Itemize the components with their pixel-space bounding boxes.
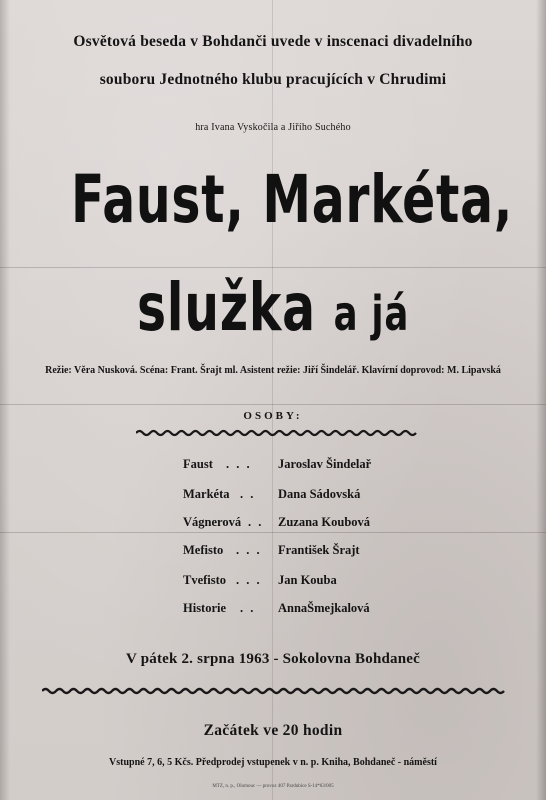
tickets-line: Vstupné 7, 6, 5 Kčs. Předprodej vstupenek v n. p. Kniha, Bohdaneč - náměstí xyxy=(109,757,437,768)
cast-actor: František Šrajt xyxy=(278,543,360,557)
cast-actor: Jan Kouba xyxy=(278,573,337,587)
cast-row xyxy=(0,601,546,621)
date-venue-line: V pátek 2. srpna 1963 - Sokolovna Bohdaneč xyxy=(125,651,420,667)
paper-edge-right xyxy=(536,0,546,800)
cast-heading: OSOBY: xyxy=(243,410,303,422)
title-line-2-small: a já xyxy=(333,286,410,342)
cast-dots: . . . xyxy=(236,573,262,587)
credits-line: Režie: Věra Nusková. Scéna: Frant. Šrajt ml. Asistent režie: Jiří Šindelář. Klavírní doprovod: M. Lipavská xyxy=(45,365,501,376)
cast-dots: . . . xyxy=(226,457,252,471)
cast-role: Faust xyxy=(183,457,213,471)
cast-row xyxy=(0,487,546,507)
wavy-rule-bottom xyxy=(42,687,506,695)
cast-dots: . . xyxy=(248,515,264,529)
fold-crease xyxy=(272,0,273,800)
title-line-1: Faust, Markéta, xyxy=(70,161,514,238)
authors-line: hra Ivana Vyskočila a Jiřího Suchého xyxy=(195,122,351,133)
cast-actor: Zuzana Koubová xyxy=(278,515,371,529)
fold-crease xyxy=(0,404,546,405)
cast-dots: . . xyxy=(240,601,256,615)
cast-row xyxy=(0,457,546,477)
title-line-2-word: služka xyxy=(136,269,316,346)
cast-dots: . . xyxy=(240,487,256,501)
wavy-rule-top xyxy=(136,429,418,437)
title-line-2 xyxy=(71,268,475,354)
start-time-line: Začátek ve 20 hodin xyxy=(203,722,343,739)
cast-role: Markéta xyxy=(183,487,230,501)
cast-row xyxy=(0,543,546,563)
header-line-1: Osvětová beseda v Bohdanči uvede v inscenaci divadelního xyxy=(73,33,473,50)
paper-edge-left xyxy=(0,0,10,800)
cast-actor: Jaroslav Šindelař xyxy=(278,457,372,471)
cast-dots: . . . xyxy=(236,543,262,557)
cast-actor: Dana Sádovská xyxy=(278,487,361,501)
cast-role: Mefisto xyxy=(183,543,224,557)
cast-role: Historie xyxy=(183,601,227,615)
cast-row xyxy=(0,573,546,593)
cast-role: Vágnerová xyxy=(183,515,242,529)
printer-imprint: MTZ, n. p., Olomouc — provoz 407 Pardubice S-14*63/005 xyxy=(212,784,334,789)
cast-row xyxy=(0,515,546,535)
header-line-2: souboru Jednotného klubu pracujících v Chrudimi xyxy=(99,71,447,88)
cast-role: Tvefisto xyxy=(183,573,227,587)
cast-actor: AnnaŠmejkalová xyxy=(278,601,370,615)
